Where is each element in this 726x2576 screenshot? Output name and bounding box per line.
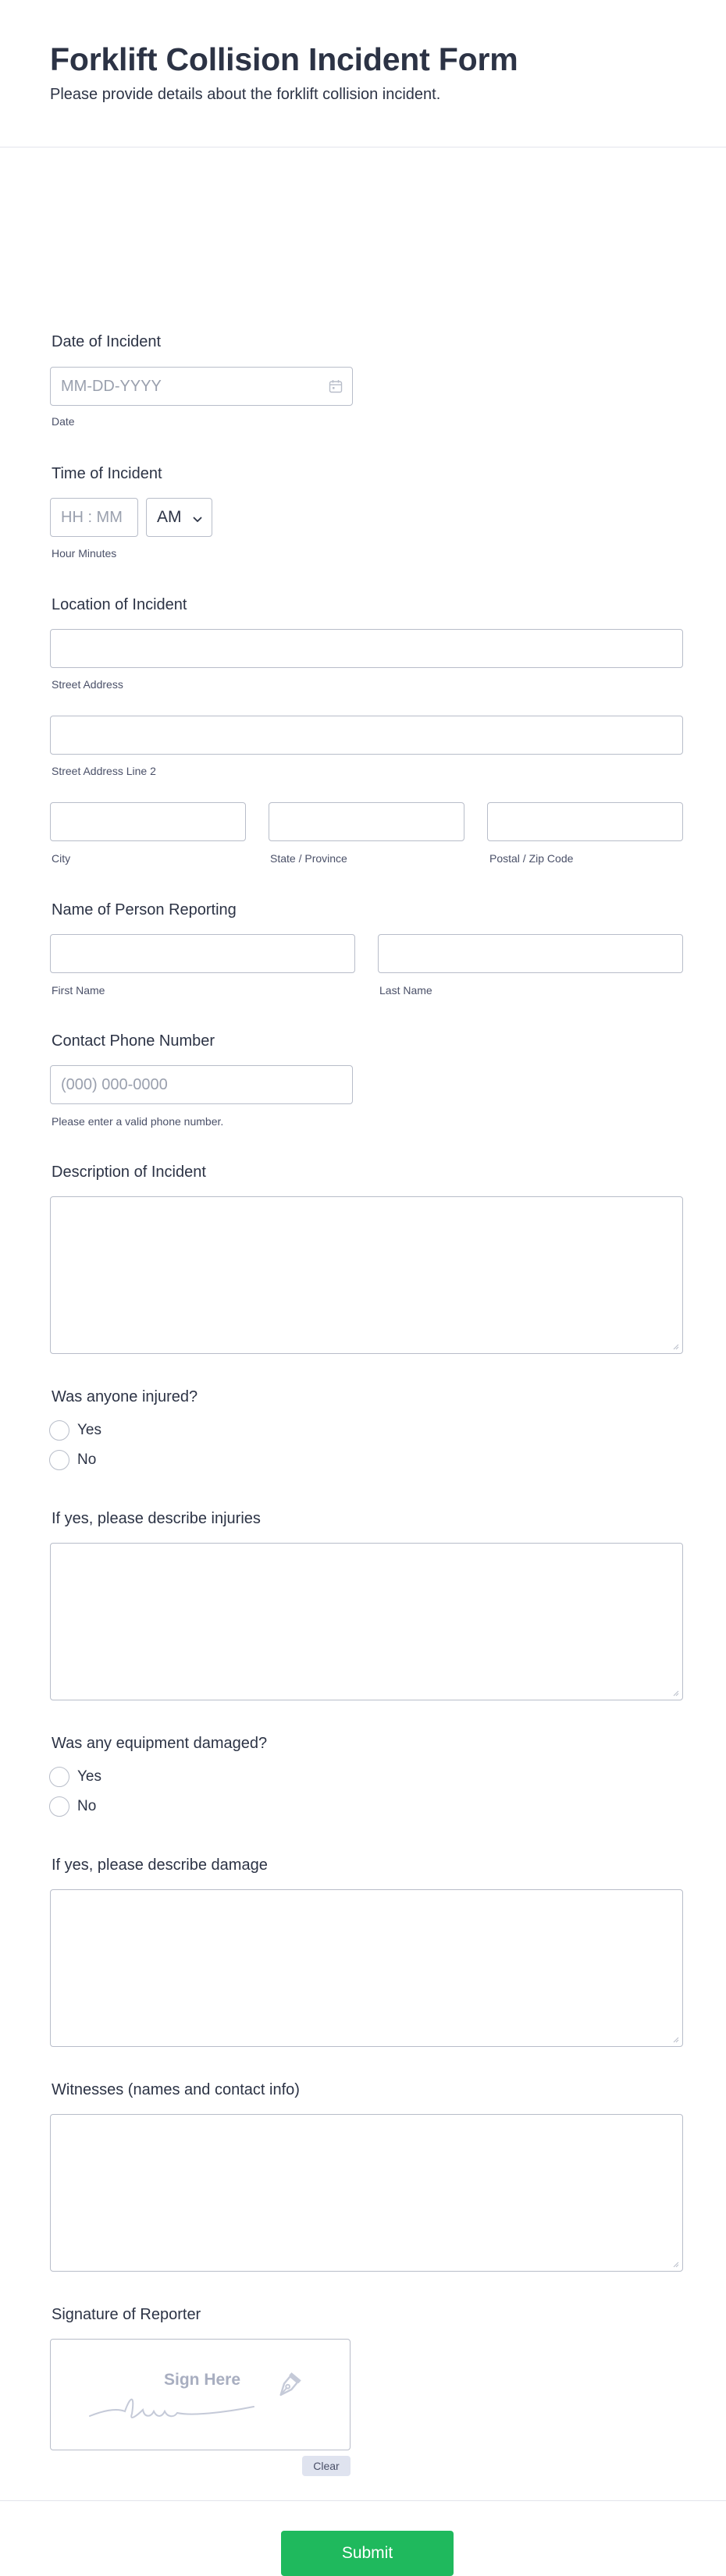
street-address-line2-input[interactable]: [50, 716, 683, 755]
phone-input[interactable]: [50, 1065, 353, 1104]
city-sublabel: City: [52, 852, 71, 865]
equipment-option-no[interactable]: [49, 1796, 96, 1817]
equipment-option-yes[interactable]: [49, 1767, 101, 1787]
signature-clear-button[interactable]: Clear: [302, 2456, 351, 2476]
form-title: Forklift Collision Incident Form: [50, 41, 518, 77]
witnesses-label: Witnesses (names and contact info): [52, 2081, 300, 2098]
time-input[interactable]: [50, 498, 138, 537]
state-input[interactable]: [269, 802, 464, 841]
injuries-desc-label: If yes, please describe injuries: [52, 1510, 261, 1527]
date-placeholder: MM-DD-YYYY: [61, 378, 162, 395]
form-header: [0, 0, 726, 147]
signature-placeholder: Sign Here: [164, 2371, 241, 2389]
radio-label: Yes: [77, 1768, 101, 1785]
signature-label: Signature of Reporter: [52, 2306, 201, 2323]
radio-label: No: [77, 1798, 97, 1814]
first-name-input[interactable]: [50, 934, 355, 973]
city-input[interactable]: [50, 802, 246, 841]
description-label: Description of Incident: [52, 1164, 206, 1181]
injured-option-yes[interactable]: [49, 1420, 101, 1441]
date-label: Date of Incident: [52, 333, 162, 350]
phone-placeholder: (000) 000-0000: [61, 1076, 168, 1093]
zip-sublabel: Postal / Zip Code: [489, 852, 574, 865]
form-subtitle: Please provide details about the forklift collision incident.: [50, 86, 441, 103]
damage-desc-label: If yes, please describe damage: [52, 1856, 268, 1874]
equipment-label: Was any equipment damaged?: [52, 1735, 268, 1752]
last-name-sublabel: Last Name: [379, 984, 432, 997]
pen-nib-icon: [272, 2372, 302, 2406]
ampm-select[interactable]: [146, 498, 212, 537]
radio-button[interactable]: [49, 1420, 69, 1441]
injuries-desc-textarea[interactable]: [50, 1543, 683, 1700]
description-textarea[interactable]: [50, 1196, 683, 1354]
footer-divider: [0, 2500, 726, 2501]
signature-pad[interactable]: [50, 2339, 351, 2450]
chevron-down-icon: [193, 513, 202, 528]
last-name-input[interactable]: [378, 934, 683, 973]
signature-scribble-icon: [51, 2340, 351, 2451]
radio-button[interactable]: [49, 1796, 69, 1817]
zip-input[interactable]: [487, 802, 683, 841]
resize-handle-icon[interactable]: [673, 2037, 679, 2043]
state-sublabel: State / Province: [270, 852, 347, 865]
radio-button[interactable]: [49, 1767, 69, 1787]
date-input[interactable]: [50, 367, 353, 406]
radio-label: Yes: [77, 1422, 101, 1438]
time-placeholder: HH : MM: [61, 509, 123, 526]
phone-sublabel: Please enter a valid phone number.: [52, 1115, 224, 1128]
injured-option-no[interactable]: [49, 1450, 96, 1470]
submit-button[interactable]: Submit: [281, 2531, 454, 2576]
first-name-sublabel: First Name: [52, 984, 105, 997]
time-sublabel: Hour Minutes: [52, 547, 117, 560]
resize-handle-icon[interactable]: [673, 1344, 679, 1350]
injured-label: Was anyone injured?: [52, 1388, 198, 1405]
street-address-sublabel: Street Address: [52, 678, 123, 691]
street-address-line2-sublabel: Street Address Line 2: [52, 765, 156, 777]
date-sublabel: Date: [52, 415, 75, 428]
ampm-value: AM: [157, 508, 182, 526]
radio-button[interactable]: [49, 1450, 69, 1470]
witnesses-textarea[interactable]: [50, 2114, 683, 2272]
resize-handle-icon[interactable]: [673, 1690, 679, 1697]
location-label: Location of Incident: [52, 596, 187, 613]
damage-desc-textarea[interactable]: [50, 1889, 683, 2047]
phone-label: Contact Phone Number: [52, 1032, 215, 1050]
street-address-input[interactable]: [50, 629, 683, 668]
calendar-icon[interactable]: [329, 379, 343, 397]
resize-handle-icon[interactable]: [673, 2262, 679, 2268]
time-label: Time of Incident: [52, 465, 162, 482]
reporter-name-label: Name of Person Reporting: [52, 901, 237, 918]
radio-label: No: [77, 1451, 97, 1468]
